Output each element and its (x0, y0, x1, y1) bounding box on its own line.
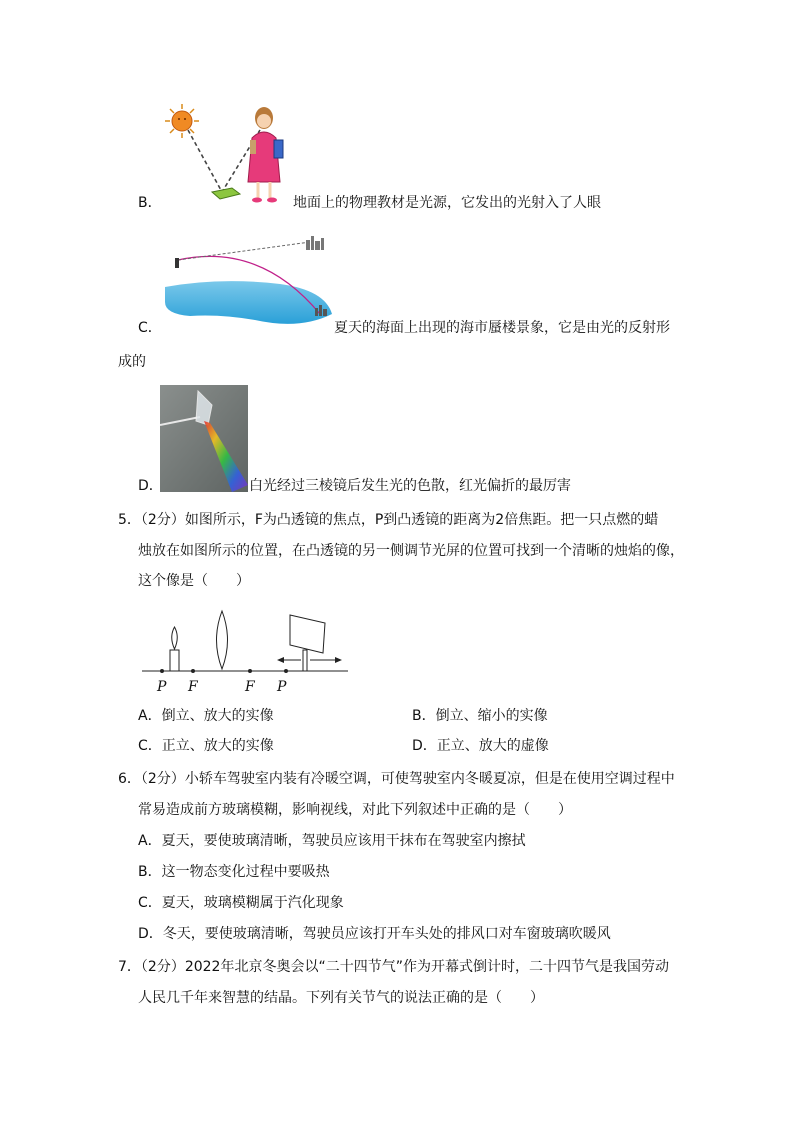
prism-dispersion-photo (160, 385, 248, 492)
q6-stem-line1: 6．（2分）小轿车驾驶室内装有冷暖空调，可使驾驶室内冬暖夏凉，但是在使用空调过程中 (118, 771, 675, 787)
q5-option-c[interactable]: C．正立、放大的实像 (138, 738, 274, 754)
q7-stem-line2: 人民几千年来智慧的结晶。下列有关节气的说法正确的是（ ） (138, 990, 544, 1006)
q5-stem-line2: 烛放在如图所示的位置，在凸透镜的另一侧调节光屏的位置可找到一个清晰的烛焰的像， (138, 543, 684, 559)
option-label: B． (138, 195, 162, 211)
q7-stem-line1: 7．（2分）2022年北京冬奥会以“二十四节气”作为开幕式倒计时，二十四节气是我国劳动 (118, 959, 669, 975)
figure-mirage (160, 232, 338, 327)
q4-option-d-label: D． (138, 478, 163, 494)
q6-option-b[interactable]: B．这一物态变化过程中要吸热 (138, 864, 330, 880)
q5-stem-line3: 这个像是（ ） (138, 573, 250, 589)
q6-option-a[interactable]: A．夏天，要使玻璃清晰，驾驶员应该用干抹布在驾驶室内擦拭 (138, 833, 526, 849)
q5-option-a[interactable]: A．倒立、放大的实像 (138, 708, 274, 724)
q4-option-b (138, 193, 162, 213)
sun-book-girl-illustration (160, 100, 295, 210)
diagram-label-f-right: F (245, 679, 255, 695)
q6-stem-line2: 常易造成前方玻璃模糊，影响视线，对此下列叙述中正确的是（ ） (138, 802, 572, 818)
mirage-illustration (160, 232, 338, 327)
q4-option-c-text-cont: 成的 (118, 354, 146, 370)
q6-option-c[interactable]: C．夏天，玻璃模糊属于汽化现象 (138, 895, 344, 911)
figure-sun-book-girl (160, 100, 295, 210)
q5-option-b[interactable]: B．倒立、缩小的实像 (412, 708, 548, 724)
q5-stem-line1: 5．（2分）如图所示，F为凸透镜的焦点，P到凸透镜的距离为2倍焦距。把一只点燃的蜡 (118, 512, 659, 528)
q4-option-c-text: 夏天的海面上出现的海市蜃楼景象，它是由光的反射形 (334, 320, 670, 336)
q4-option-c-label: C． (138, 320, 162, 336)
figure-prism (160, 385, 248, 492)
q4-option-b-text: 地面上的物理教材是光源，它发出的光射入了人眼 (293, 195, 601, 211)
q5-option-d[interactable]: D．正立、放大的虚像 (412, 738, 549, 754)
diagram-label-f-left: F (188, 679, 198, 695)
diagram-label-p-right: P (277, 679, 287, 695)
diagram-label-p-left: P (157, 679, 167, 695)
q6-option-d[interactable]: D．冬天，要使玻璃清晰，驾驶员应该打开车头处的排风口对车窗玻璃吹暖风 (138, 926, 611, 942)
q4-option-d-text: 白光经过三棱镜后发生光的色散，红光偏折的最厉害 (249, 478, 571, 494)
